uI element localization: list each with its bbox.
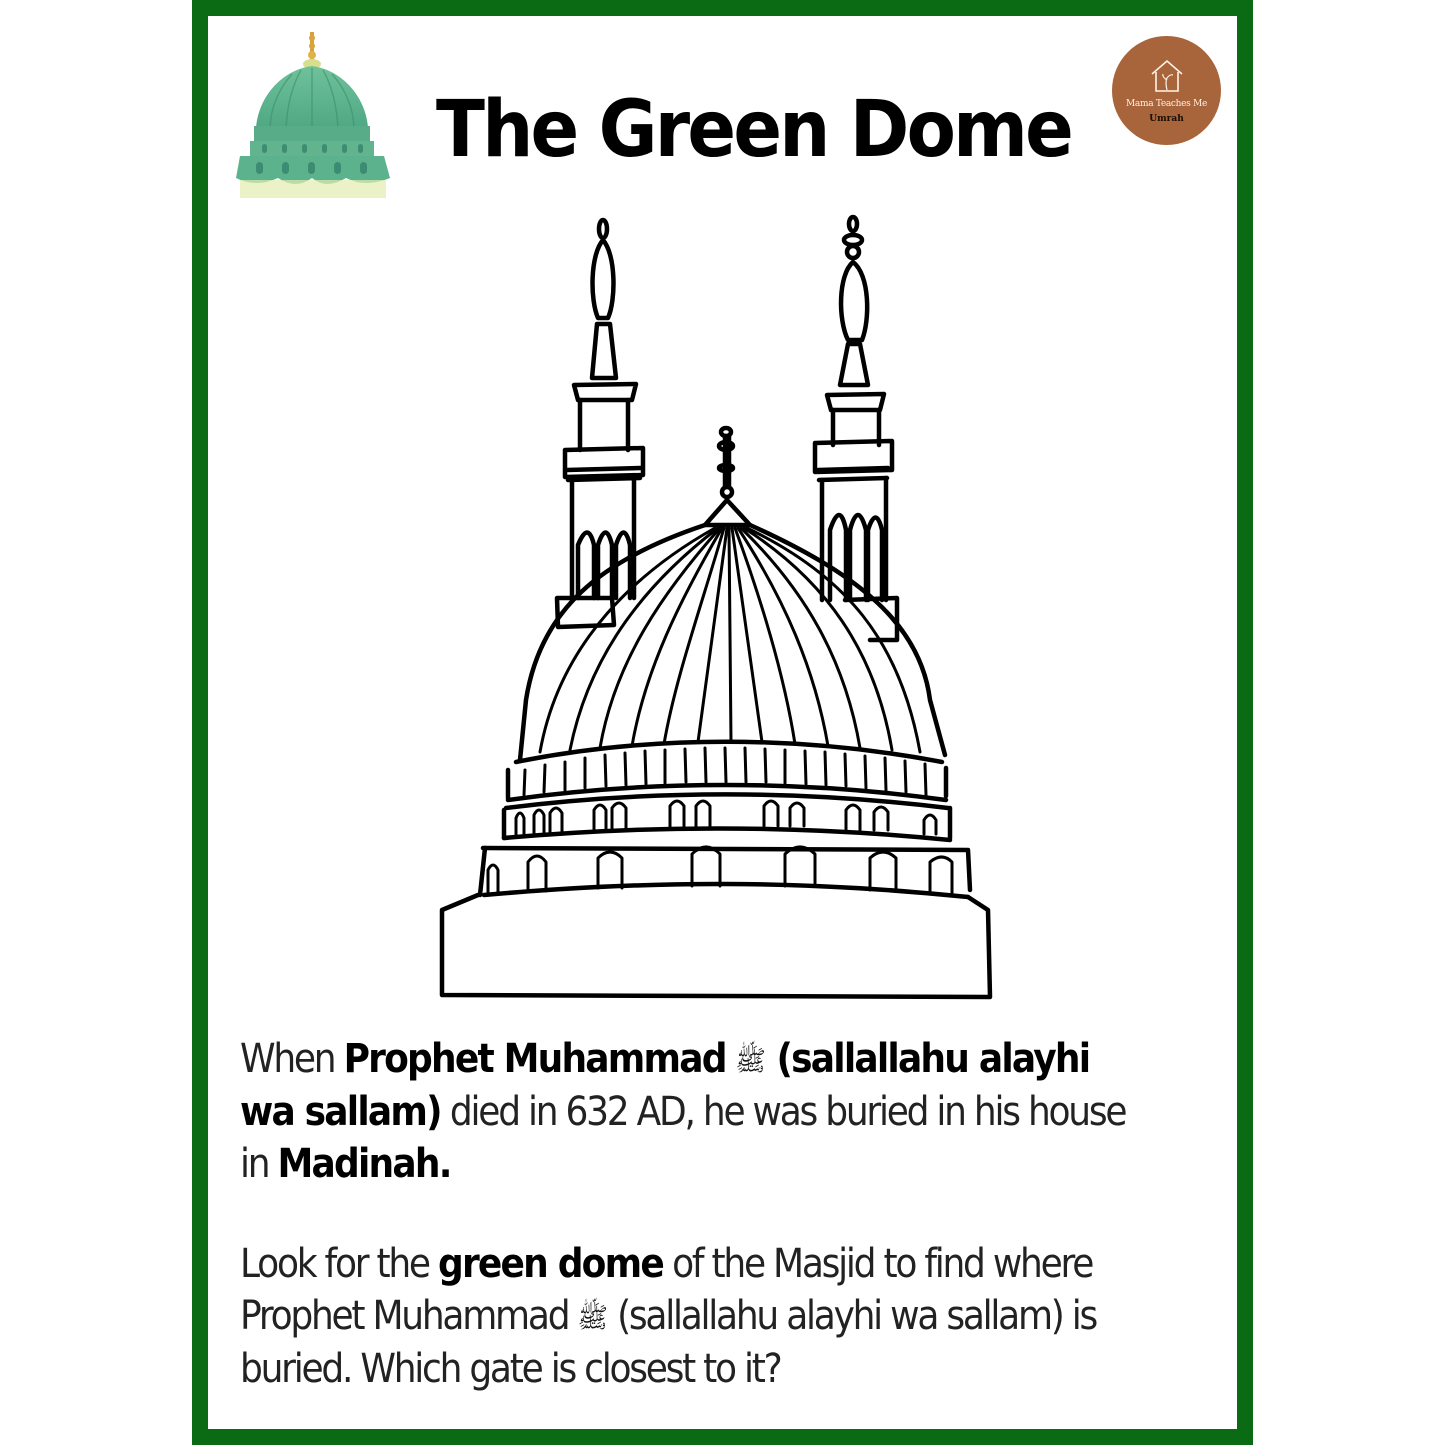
text: When: [240, 1036, 344, 1082]
bold-prophet-name: Prophet Muhammad: [343, 1036, 726, 1082]
text: of the Masjid to find where Prophet Muhammad: [240, 1241, 1093, 1339]
bold-green-dome: green dome: [437, 1241, 663, 1287]
salawat-glyph: ﷺ: [577, 1301, 608, 1335]
brand-logo: [1112, 36, 1221, 145]
logo-subtitle: Umrah: [1149, 114, 1184, 124]
logo-brand-name: Mama Teaches Me: [1125, 99, 1208, 109]
paragraph-question: [240, 1238, 1131, 1395]
text: (sallallahu alayhi wa sallam) is buried. Which gate is closest to it?: [240, 1293, 1097, 1393]
green-dome-coloring-illustration: [430, 205, 1010, 1005]
house-with-sprout-icon: [1148, 56, 1186, 94]
bold-madinah: Madinah.: [277, 1141, 451, 1188]
text: Look for the: [240, 1241, 438, 1287]
page-title: The Green Dome: [436, 85, 1072, 175]
paragraph-burial: [240, 1033, 1131, 1190]
green-dome-thumbnail-image: [226, 28, 398, 204]
text: died in 632 AD, he was buried in his house in: [240, 1089, 1126, 1188]
salawat-glyph: ﷺ: [735, 1044, 766, 1078]
bold-salawat-text: (sallallahu alayhi wa sallam): [240, 1036, 1090, 1136]
